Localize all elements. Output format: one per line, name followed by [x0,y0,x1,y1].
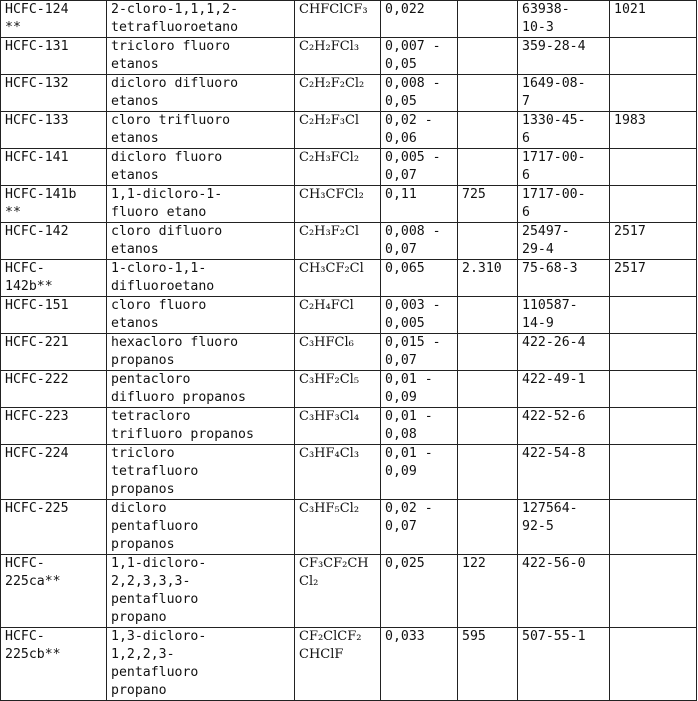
cell-name: dicloro fluoro etanos [107,149,295,186]
cell-un: 2517 [610,260,697,297]
cell-gwp [458,149,518,186]
cell-code: HCFC-224 [1,445,107,500]
cell-gwp [458,500,518,555]
cell-gwp [458,371,518,408]
table-row [1,38,697,75]
cell-gwp [458,112,518,149]
cell-name: pentacloro difluoro propanos [107,371,295,408]
table-body [1,0,697,701]
cell-odp: 0,01 - 0,09 [381,445,458,500]
cell-cas: 1717-00- 6 [518,186,610,223]
cell-un [610,186,697,223]
cell-un [610,297,697,334]
cell-un [610,500,697,555]
cell-un [610,75,697,112]
cell-cas: 1717-00- 6 [518,149,610,186]
cell-cas: 75-68-3 [518,260,610,297]
cell-formula: C₂H₃F₂Cl [295,223,381,260]
cell-cas: 110587- 14-9 [518,297,610,334]
cell-gwp [458,297,518,334]
cell-odp: 0,022 [381,1,458,38]
cell-formula: C₂H₂FCl₃ [295,38,381,75]
cell-gwp: 2.310 [458,260,518,297]
cell-odp: 0,01 - 0,08 [381,408,458,445]
cell-un: 1983 [610,112,697,149]
cell-name: hexacloro fluoro propanos [107,334,295,371]
cell-name: cloro difluoro etanos [107,223,295,260]
cell-name: 1,1-dicloro-1- fluoro etano [107,186,295,223]
cell-name: dicloro difluoro etanos [107,75,295,112]
cell-formula: CF₃CF₂CH Cl₂ [295,555,381,628]
table-row [1,223,697,260]
cell-code: HCFC-132 [1,75,107,112]
cell-code: HCFC- 225ca** [1,555,107,628]
cell-un [610,445,697,500]
table-row [1,186,697,223]
cell-un [610,555,697,628]
cell-formula: C₃HF₃Cl₄ [295,408,381,445]
cell-code: HCFC-142 [1,223,107,260]
cell-un [610,371,697,408]
cell-formula: C₃HF₅Cl₂ [295,500,381,555]
cell-formula: C₂H₂F₃Cl [295,112,381,149]
cell-odp: 0,008 - 0,05 [381,75,458,112]
cell-code: HCFC-133 [1,112,107,149]
cell-odp: 0,11 [381,186,458,223]
cell-code: HCFC-141b ** [1,186,107,223]
cell-cas: 1330-45- 6 [518,112,610,149]
cell-odp: 0,008 - 0,07 [381,223,458,260]
table-row [1,334,697,371]
cell-un: 2517 [610,223,697,260]
cell-un [610,628,697,701]
cell-formula: C₂H₃FCl₂ [295,149,381,186]
cell-formula: CH₃CF₂Cl [295,260,381,297]
cell-formula: C₂H₄FCl [295,297,381,334]
table-row [1,408,697,445]
table-row [1,500,697,555]
cell-name: 1,1-dicloro- 2,2,3,3,3- pentafluoro propano [107,555,295,628]
cell-formula: CH₃CFCl₂ [295,186,381,223]
cell-odp: 0,065 [381,260,458,297]
cell-cas: 422-56-0 [518,555,610,628]
cell-formula: C₃HFCl₆ [295,334,381,371]
cell-un [610,408,697,445]
table-row [1,371,697,408]
cell-code: HCFC- 225cb** [1,628,107,701]
cell-cas: 422-52-6 [518,408,610,445]
cell-un [610,38,697,75]
cell-odp: 0,005 - 0,07 [381,149,458,186]
cell-name: tricloro tetrafluoro propanos [107,445,295,500]
cell-formula: CHFClCF₃ [295,1,381,38]
cell-gwp [458,223,518,260]
cell-gwp [458,75,518,112]
table-row [1,628,697,701]
cell-code: HCFC- 142b** [1,260,107,297]
cell-odp: 0,003 - 0,005 [381,297,458,334]
cell-un [610,334,697,371]
cell-gwp [458,334,518,371]
cell-gwp [458,38,518,75]
cell-un [610,149,697,186]
table-row [1,112,697,149]
cell-formula: C₂H₂F₂Cl₂ [295,75,381,112]
cell-code: HCFC-223 [1,408,107,445]
cell-formula: C₃HF₄Cl₃ [295,445,381,500]
cell-gwp: 725 [458,186,518,223]
table-row [1,555,697,628]
cell-gwp [458,445,518,500]
cell-name: 1-cloro-1,1- difluoroetano [107,260,295,297]
cell-odp: 0,01 - 0,09 [381,371,458,408]
cell-cas: 1649-08- 7 [518,75,610,112]
table-row [1,445,697,500]
cell-code: HCFC-124 ** [1,1,107,38]
cell-cas: 127564- 92-5 [518,500,610,555]
cell-name: cloro trifluoro etanos [107,112,295,149]
cell-cas: 422-26-4 [518,334,610,371]
cell-code: HCFC-221 [1,334,107,371]
cell-odp: 0,02 - 0,06 [381,112,458,149]
table-row [1,260,697,297]
cell-code: HCFC-131 [1,38,107,75]
cell-code: HCFC-225 [1,500,107,555]
table-row [1,149,697,186]
table-row [1,297,697,334]
table-row [1,1,697,38]
cell-odp: 0,033 [381,628,458,701]
cell-odp: 0,015 - 0,07 [381,334,458,371]
cell-name: cloro fluoro etanos [107,297,295,334]
cell-name: tetracloro trifluoro propanos [107,408,295,445]
cell-name: tricloro fluoro etanos [107,38,295,75]
cell-cas: 422-54-8 [518,445,610,500]
cell-code: HCFC-141 [1,149,107,186]
cell-cas: 422-49-1 [518,371,610,408]
cell-name: 2-cloro-1,1,1,2- tetrafluoroetano [107,1,295,38]
cell-name: dicloro pentafluoro propanos [107,500,295,555]
cell-un: 1021 [610,1,697,38]
cell-gwp [458,1,518,38]
cell-formula: CF₂ClCF₂ CHClF [295,628,381,701]
cell-name: 1,3-dicloro- 1,2,2,3- pentafluoro propano [107,628,295,701]
cell-cas: 63938- 10-3 [518,1,610,38]
cell-gwp: 122 [458,555,518,628]
cell-odp: 0,02 - 0,07 [381,500,458,555]
cell-gwp: 595 [458,628,518,701]
cell-code: HCFC-222 [1,371,107,408]
cell-odp: 0,007 - 0,05 [381,38,458,75]
cell-code: HCFC-151 [1,297,107,334]
cell-gwp [458,408,518,445]
table-row [1,75,697,112]
cell-cas: 507-55-1 [518,628,610,701]
cell-cas: 359-28-4 [518,38,610,75]
cell-formula: C₃HF₂Cl₅ [295,371,381,408]
cell-cas: 25497- 29-4 [518,223,610,260]
cell-odp: 0,025 [381,555,458,628]
